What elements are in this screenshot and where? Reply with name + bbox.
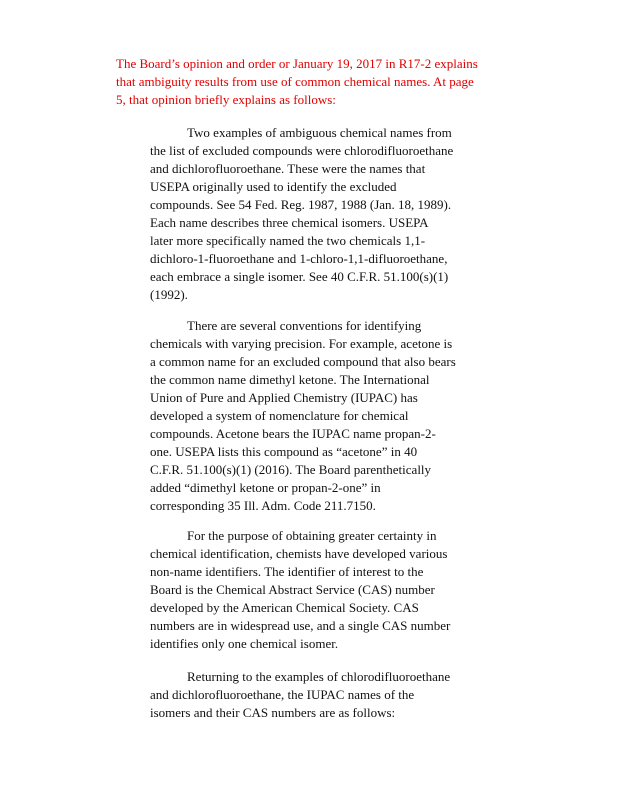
block-quote-paragraph-4 xyxy=(150,668,530,722)
text-line: non-name identifiers. The identifier of interest to the xyxy=(150,564,424,579)
text-line: one. USEPA lists this compound as “acetone” in 40 xyxy=(150,444,418,459)
text-line: developed a system of nomenclature for chemical xyxy=(150,408,409,423)
text-line: dichloro-1-fluoroethane and 1-chloro-1,1-difluoroethane, xyxy=(150,251,448,266)
intro-paragraph xyxy=(116,55,556,109)
text-line: Returning to the examples of chlorodifluoroethane xyxy=(187,669,451,684)
text-line: and dichlorofluoroethane, the IUPAC names of the xyxy=(150,687,415,702)
text-line: For the purpose of obtaining greater certainty in xyxy=(187,528,437,543)
text-line: numbers are in widespread use, and a single CAS number xyxy=(150,618,451,633)
text-line: developed by the American Chemical Society. CAS xyxy=(150,600,419,615)
text-line: Union of Pure and Applied Chemistry (IUPAC) has xyxy=(150,390,418,405)
text-line: a common name for an excluded compound that also bears xyxy=(150,354,456,369)
text-line: Each name describes three chemical isomers. USEPA xyxy=(150,215,429,230)
text-line: the common name dimethyl ketone. The International xyxy=(150,372,430,387)
text-line: identifies only one chemical isomer. xyxy=(150,636,339,651)
text-line: C.F.R. 51.100(s)(1) (2016). The Board parenthetically xyxy=(150,462,432,477)
text-line: that ambiguity results from use of common chemical names. At page xyxy=(116,74,474,89)
text-line: added “dimethyl ketone or propan-2-one” in xyxy=(150,480,381,495)
text-line: chemicals with varying precision. For example, acetone is xyxy=(150,336,453,351)
text-line: USEPA originally used to identify the excluded xyxy=(150,179,397,194)
block-quote-paragraph-1 xyxy=(150,124,530,304)
text-line: 5, that opinion briefly explains as follows: xyxy=(116,92,336,107)
block-quote-paragraph-2 xyxy=(150,317,530,515)
text-line: the list of excluded compounds were chlorodifluoroethane xyxy=(150,143,454,158)
text-line: The Board’s opinion and order or January 19, 2017 in R17-2 explains xyxy=(116,56,478,71)
text-line: chemical identification, chemists have developed various xyxy=(150,546,448,561)
text-line: (1992). xyxy=(150,287,188,302)
text-line: corresponding 35 Ill. Adm. Code 211.7150. xyxy=(150,498,376,513)
text-line: Two examples of ambiguous chemical names from xyxy=(187,125,452,140)
text-line: Board is the Chemical Abstract Service (CAS) number xyxy=(150,582,435,597)
text-line: compounds. See 54 Fed. Reg. 1987, 1988 (Jan. 18, 1989). xyxy=(150,197,452,212)
text-line: later more specifically named the two chemicals 1,1- xyxy=(150,233,426,248)
text-line: isomers and their CAS numbers are as follows: xyxy=(150,705,396,720)
text-line: and dichlorofluoroethane. These were the names that xyxy=(150,161,426,176)
text-line: each embrace a single isomer. See 40 C.F.R. 51.100(s)(1) xyxy=(150,269,449,284)
text-line: compounds. Acetone bears the IUPAC name propan-2- xyxy=(150,426,436,441)
block-quote-paragraph-3 xyxy=(150,527,530,653)
text-line: There are several conventions for identifying xyxy=(187,318,422,333)
